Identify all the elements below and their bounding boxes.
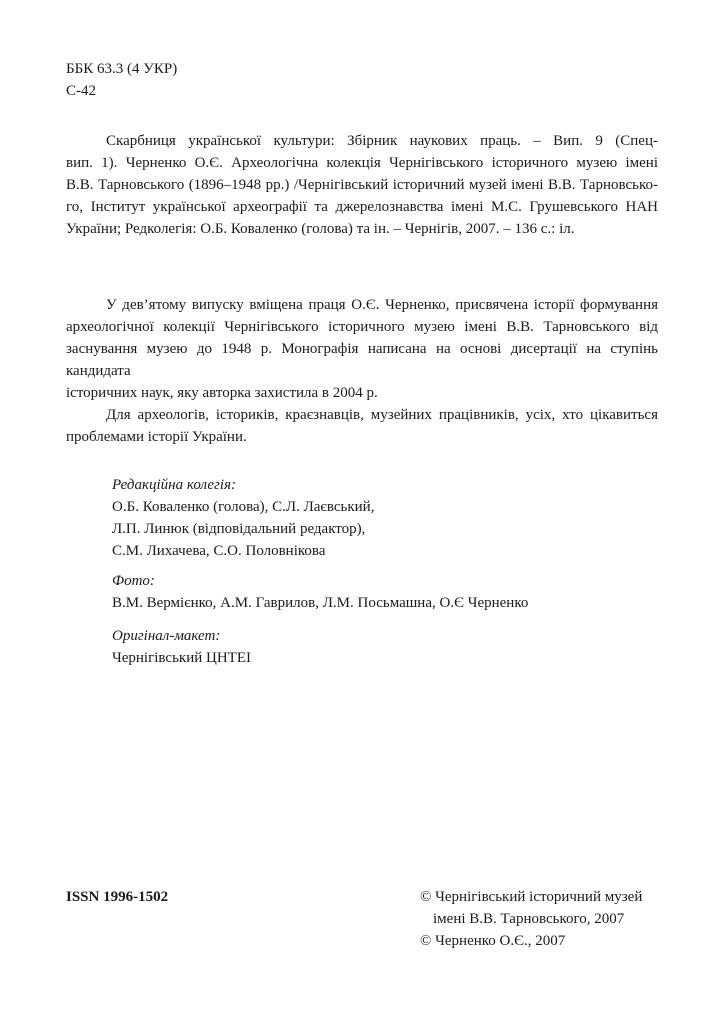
text-line: У дев’ятому випуску вміщена праця О.Є. Черненко, присвячена історії формування (106, 297, 658, 313)
text-line: проблемами історії України. (66, 429, 247, 445)
audience-paragraph (66, 404, 658, 448)
layout-credit-heading: Оригінал-макет: (112, 628, 221, 644)
text-line: Для археологів, істориків, краєзнавців, музейних працівників, усіх, хто цікавиться (106, 407, 658, 423)
text-line: історичних наук, яку авторка захистила в 2004 р. (66, 385, 378, 401)
author-sign: С-42 (66, 83, 96, 99)
text-line: Скарбниця української культури: Збірник наукових праць. – Вип. 9 (Спец- (106, 133, 658, 149)
bibliographic-record (66, 130, 658, 240)
text-line: го, Інститут української археографії та джерелознавства імені М.С. Грушевського НАН (66, 199, 658, 215)
classification-codes (66, 58, 177, 102)
photo-heading: Фото: (112, 573, 155, 589)
main-text (66, 294, 658, 448)
editorial-board-member: Л.П. Линюк (відповідальний редактор), (112, 521, 366, 537)
editorial-board-member: С.М. Лихачева, С.О. Половнікова (112, 543, 326, 559)
text-line: вип. 1). Черненко О.Є. Археологічна колекція Чернігівського історичного музею імені (66, 155, 658, 171)
photo-credit-names: В.М. Вермієнко, А.М. Гаврилов, Л.М. Посьмашна, О.Є Черненко (112, 595, 529, 611)
text-line: заснування музею до 1948 р. Монографія написана на основі дисертації на ступінь кандидата (66, 341, 658, 379)
text-line: археологічної колекції Чернігівського історичного музею імені В.В. Тарновського від (66, 319, 658, 335)
layout-credit (112, 625, 251, 669)
text-line: В.В. Тарновського (1896–1948 рр.) /Чернігівський історичний музей імені В.В. Тарновсько- (66, 177, 658, 193)
issn-number: ISSN 1996-1502 (66, 889, 169, 905)
editorial-board-heading: Редакційна колегія: (112, 477, 236, 493)
copyright-line: імені В.В. Тарновського, 2007 (433, 911, 625, 927)
annotation-paragraph (66, 294, 658, 404)
editorial-board (112, 474, 374, 562)
photo-credits (112, 570, 528, 614)
bbk-code: ББК 63.3 (4 УКР) (66, 61, 178, 77)
editorial-board-member: О.Б. Коваленко (голова), С.Л. Лаєвський, (112, 499, 375, 515)
layout-credit-value: Чернігівський ЦНТЕІ (112, 650, 251, 666)
text-line: України; Редколегія: О.Б. Коваленко (голова) та ін. – Чернігів, 2007. – 136 с.: іл. (66, 221, 575, 237)
copyright-line: © Чернігівський історичний музей (420, 889, 643, 905)
copyright-line: © Черненко О.Є., 2007 (420, 933, 566, 949)
copyright-block (420, 886, 670, 952)
